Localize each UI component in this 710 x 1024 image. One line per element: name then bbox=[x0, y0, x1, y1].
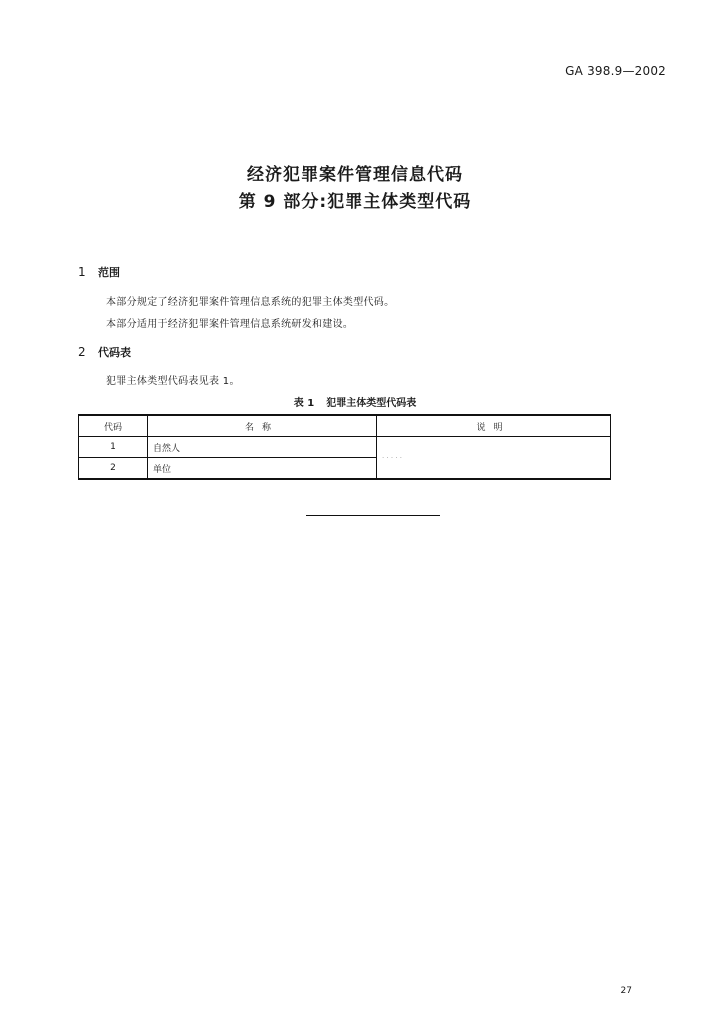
header-code: 代码 bbox=[79, 415, 148, 437]
section-1-heading bbox=[78, 264, 120, 280]
table-caption-title: 犯罪主体类型代码表 bbox=[326, 398, 417, 409]
section-2-number: 2 bbox=[78, 345, 86, 359]
row-2-code: 2 bbox=[79, 458, 148, 480]
section-2-title: 代码表 bbox=[98, 346, 131, 359]
row-1-name: 自然人 bbox=[148, 437, 377, 458]
document-title: 经济犯罪案件管理信息代码 bbox=[247, 165, 463, 185]
table-caption-number: 表 1 bbox=[293, 398, 315, 409]
section-1-title: 范围 bbox=[98, 266, 120, 279]
row-2-name: 单位 bbox=[148, 458, 377, 480]
description-cell: · · · · · bbox=[377, 437, 611, 480]
row-1-code: 1 bbox=[79, 437, 148, 458]
table-header-row bbox=[79, 415, 611, 437]
header-name: 名称 bbox=[148, 415, 377, 437]
table-caption bbox=[0, 394, 710, 409]
section-2-heading bbox=[78, 344, 131, 360]
standard-number: GA 398.9—2002 bbox=[565, 64, 666, 78]
page-number: 27 bbox=[620, 986, 632, 996]
end-of-standard-line bbox=[306, 515, 440, 516]
table-row bbox=[79, 437, 611, 458]
document-subtitle: 第 9 部分:犯罪主体类型代码 bbox=[238, 192, 472, 212]
section-1-number: 1 bbox=[78, 265, 86, 279]
code-table bbox=[78, 414, 611, 480]
header-description: 说明 bbox=[377, 415, 611, 437]
section-1-paragraph-2: 本部分适用于经济犯罪案件管理信息系统研发和建设。 bbox=[106, 319, 354, 330]
section-2-intro: 犯罪主体类型代码表见表 1。 bbox=[106, 376, 240, 387]
section-1-paragraph-1: 本部分规定了经济犯罪案件管理信息系统的犯罪主体类型代码。 bbox=[106, 297, 395, 308]
